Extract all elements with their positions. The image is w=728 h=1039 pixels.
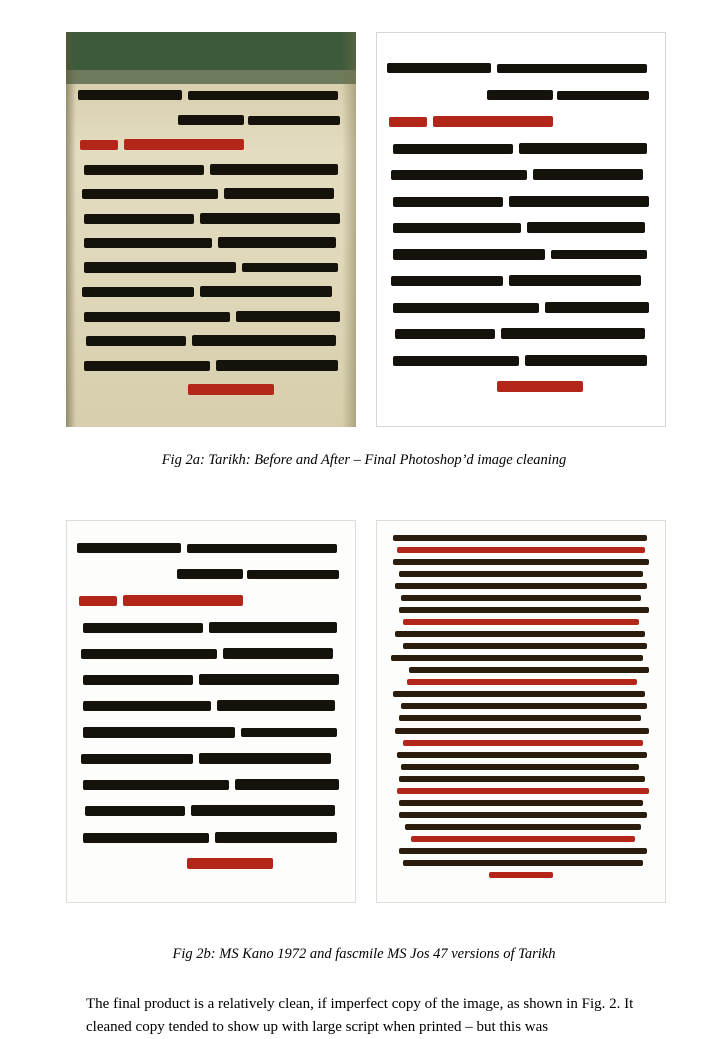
script-line <box>393 328 649 339</box>
script-line <box>82 286 340 295</box>
manuscript-script-block <box>377 521 665 902</box>
script-line-rubric <box>393 116 649 127</box>
figure-2a-original-photograph <box>66 32 356 427</box>
script-line <box>393 728 649 731</box>
script-line <box>393 595 649 598</box>
figure-2a <box>66 32 666 432</box>
script-line <box>393 643 649 646</box>
script-line <box>393 715 649 718</box>
script-line <box>82 262 340 271</box>
figure-2b <box>66 520 666 915</box>
script-line <box>393 249 649 260</box>
script-line <box>393 169 649 180</box>
script-line <box>82 213 340 222</box>
script-line <box>83 779 339 789</box>
script-line-rubric <box>393 381 649 392</box>
manuscript-script-block <box>377 33 665 426</box>
script-line <box>83 727 339 737</box>
script-line <box>393 848 649 851</box>
script-line <box>83 674 339 684</box>
script-line <box>83 700 339 710</box>
script-line <box>393 631 649 634</box>
script-line <box>393 703 649 706</box>
figure-2b-ms-jos-47-fascimile <box>376 520 666 903</box>
script-line <box>393 800 649 803</box>
script-line <box>393 571 649 574</box>
script-line <box>393 667 649 670</box>
script-line-rubric <box>393 836 649 839</box>
script-line <box>393 776 649 779</box>
script-line-rubric <box>393 788 649 791</box>
script-line <box>82 360 340 369</box>
script-line <box>393 691 649 694</box>
script-line-rubric <box>393 619 649 622</box>
script-line <box>393 90 649 101</box>
script-line <box>393 752 649 755</box>
figure-2b-ms-kano-1972 <box>66 520 356 903</box>
script-line <box>82 237 340 246</box>
script-line <box>393 583 649 586</box>
script-line <box>393 824 649 827</box>
script-line <box>393 535 649 538</box>
script-line <box>83 569 339 579</box>
script-line <box>83 832 339 842</box>
script-line <box>393 860 649 863</box>
script-line <box>393 275 649 286</box>
script-line <box>393 302 649 313</box>
script-line-rubric <box>393 679 649 682</box>
script-line-rubric <box>82 384 340 393</box>
script-line <box>83 753 339 763</box>
script-line <box>83 622 339 632</box>
script-line <box>393 607 649 610</box>
script-line <box>83 805 339 815</box>
script-line <box>83 648 339 658</box>
script-line <box>393 63 649 74</box>
script-line <box>82 188 340 197</box>
body-paragraph: The final product is a relatively clean, if imperfect copy of the image, as shown in Fig. 2. It cleaned copy tended to show up with large script when printed – but this was <box>86 996 634 1035</box>
script-line <box>82 90 340 99</box>
manuscript-script-block <box>66 32 356 427</box>
script-line <box>83 543 339 553</box>
script-line-rubric <box>83 595 339 605</box>
script-line <box>82 335 340 344</box>
figure-2a-caption: Fig 2a: Tarikh: Before and After – Final Photoshop’d image cleaning <box>161 452 567 468</box>
figure-2b-caption: Fig 2b: MS Kano 1972 and fascmile MS Jos 47 versions of Tarikh <box>172 946 556 962</box>
script-line <box>393 355 649 366</box>
script-line <box>82 311 340 320</box>
script-line-rubric <box>393 547 649 550</box>
manuscript-script-block <box>67 521 355 902</box>
script-line <box>393 655 649 658</box>
script-line-rubric <box>393 740 649 743</box>
script-line-rubric <box>393 872 649 875</box>
script-line <box>393 222 649 233</box>
script-line <box>393 812 649 815</box>
script-line <box>393 559 649 562</box>
script-line <box>393 764 649 767</box>
script-line-rubric <box>82 139 340 148</box>
script-line <box>393 143 649 154</box>
script-line <box>393 196 649 207</box>
figure-2a-cleaned-scan <box>376 32 666 427</box>
script-line <box>82 115 340 124</box>
script-line <box>82 164 340 173</box>
script-line-rubric <box>83 858 339 868</box>
